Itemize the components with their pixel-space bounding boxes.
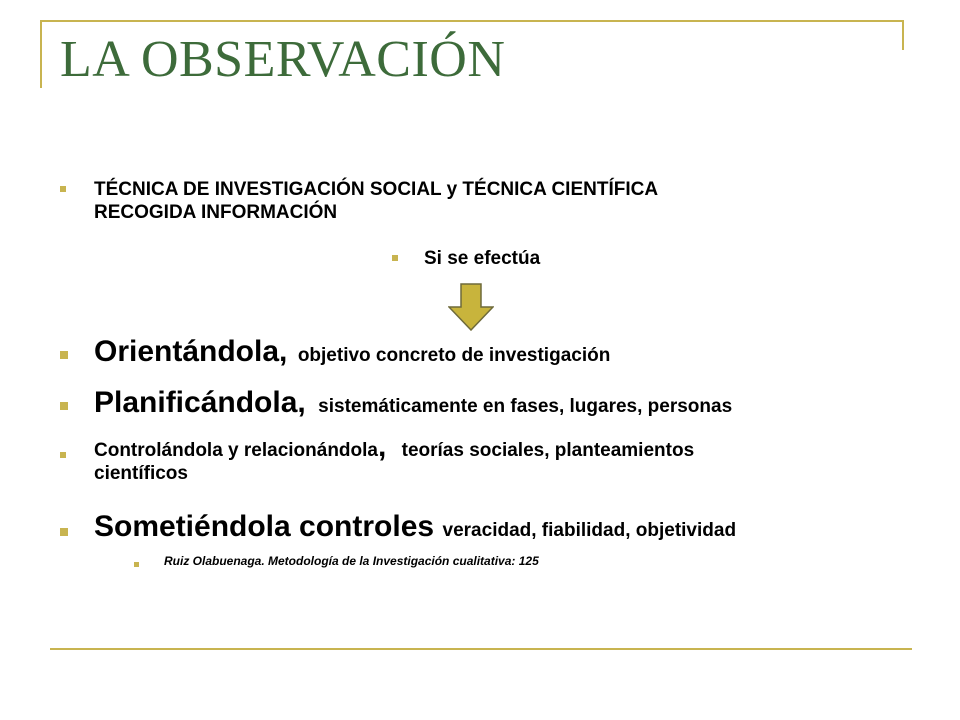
- point-lead: Sometiéndola controles: [94, 510, 435, 543]
- intro-line-1: TÉCNICA DE INVESTIGACIÓN SOCIAL y TÉCNICA CIENTÍFICA: [94, 179, 659, 200]
- point-detail: objetivo concreto de investigación: [297, 345, 611, 366]
- down-arrow-icon: [448, 283, 494, 331]
- bullet-icon: [60, 452, 66, 458]
- point-lead: Orientándola,: [94, 335, 288, 368]
- intro-text: [94, 178, 658, 224]
- point-detail-2: científicos: [94, 463, 188, 485]
- slide-title: LA OBSERVACIÓN: [60, 31, 506, 88]
- bullet-icon: [60, 351, 68, 359]
- bottom-rule: [50, 648, 912, 650]
- point-sometiendola: [94, 509, 736, 546]
- left-rule: [40, 20, 42, 88]
- bullet-icon: [60, 528, 68, 536]
- point-orientandola: [94, 334, 610, 371]
- bullet-icon: [60, 186, 66, 192]
- bullet-icon: [134, 562, 139, 567]
- point-lead: Controlándola y relacionándola: [94, 440, 378, 461]
- point-lead: Planificándola,: [94, 386, 306, 419]
- point-detail: teorías sociales, planteamientos: [401, 440, 695, 461]
- point-detail: sistemáticamente en fases, lugares, personas: [318, 396, 733, 417]
- right-rule: [902, 20, 904, 50]
- point-controlandola: [94, 430, 894, 485]
- condition-text: Si se efectúa: [424, 248, 541, 269]
- point-comma: ,: [378, 430, 387, 463]
- intro-line-2: RECOGIDA INFORMACIÓN: [94, 202, 338, 224]
- bullet-icon: [392, 255, 398, 261]
- top-rule: [40, 20, 904, 22]
- citation-text: Ruiz Olabuenaga. Metodología de la Investigación cualitativa: 125: [164, 554, 539, 568]
- point-detail: veracidad, fiabilidad, objetividad: [442, 520, 737, 541]
- bullet-icon: [60, 402, 68, 410]
- point-planificandola: [94, 385, 732, 422]
